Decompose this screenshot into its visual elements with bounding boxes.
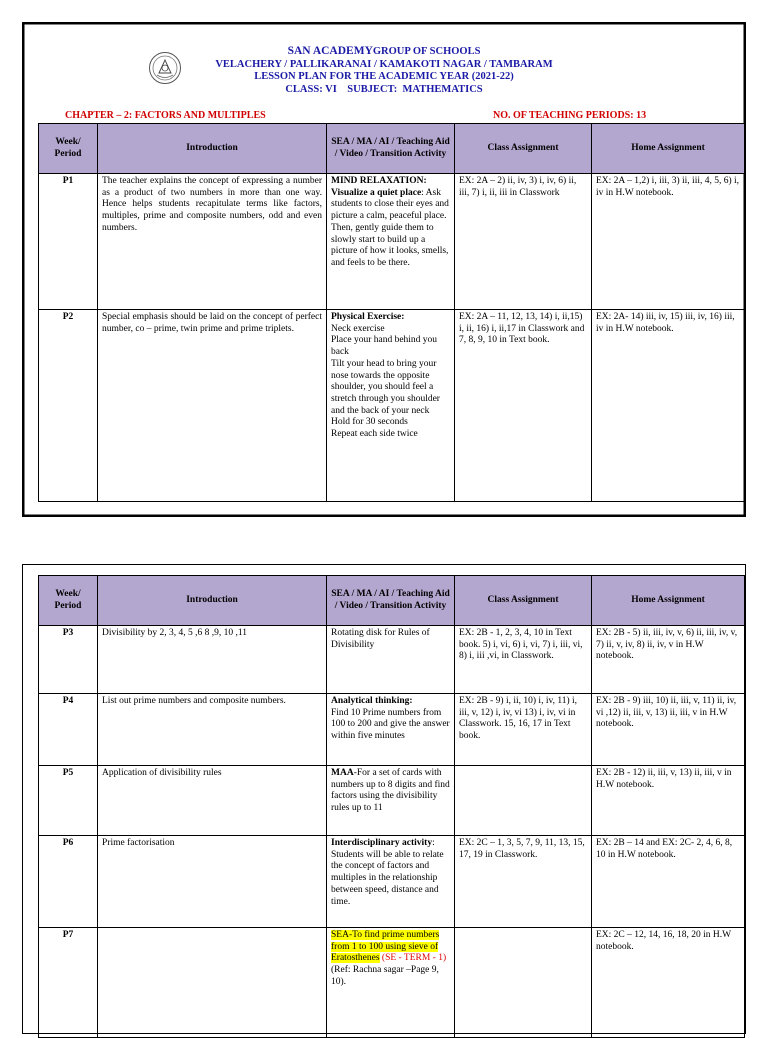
activity-cell [327, 174, 455, 310]
lesson-plan-page-1 [22, 22, 746, 517]
col-header-intro: Introduction [98, 576, 327, 626]
school-branches: VELACHERY / PALLIKARANAI / KAMAKOTI NAGAR / TAMBARAM [215, 58, 553, 70]
col-header-home: Home Assignment [592, 576, 745, 626]
col-header-class: Class Assignment [455, 124, 592, 174]
activity-text: -For a set of cards with numbers up to 8 digits and find factors using the divisibility rules up to 11 [331, 768, 450, 814]
activity-highlight: SEA-To find prime numbers from 1 to 100 using sieve of Eratosthenes [331, 930, 440, 964]
activity-cell [327, 836, 455, 928]
col-header-activity: SEA / MA / AI / Teaching Aid / Video / Transition Activity [327, 124, 455, 174]
period-cell: P3 [39, 626, 98, 694]
activity-cell [327, 694, 455, 766]
teaching-periods: NO. OF TEACHING PERIODS: 13 [493, 110, 647, 121]
col-header-week: Week/ Period [39, 576, 98, 626]
intro-cell: List out prime numbers and composite numbers. [98, 694, 327, 766]
class-assignment-cell: EX: 2A – 11, 12, 13, 14) i, ii,15) i, ii, 16) i, ii,17 in Classwork and 7, 8, 9, 10 in Text book. [455, 310, 592, 502]
activity-cell [327, 928, 455, 1038]
activity-subtitle: Visualize a quiet place [331, 187, 422, 198]
activity-title: Physical Exercise: [331, 312, 405, 322]
home-assignment-cell: EX: 2B - 9) iii, 10) ii, iii, v, 11) ii, iv, vi ,12) ii, iii, v, 13) ii, iii, v in H.W notebook. [592, 694, 745, 766]
col-header-intro: Introduction [98, 124, 327, 174]
period-cell: P7 [39, 928, 98, 1038]
activity-reference: (Ref: Rachna sagar –Page 9, 10). [331, 965, 439, 987]
activity-line: Neck exercise [331, 323, 385, 334]
activity-line: Repeat each side twice [331, 429, 418, 440]
home-assignment-cell: EX: 2B - 5) ii, iii, iv, v, 6) ii, iii, iv, v, 7) ii, v, iv, 8) ii, iv, v in H.W notebook. [592, 626, 745, 694]
intro-cell: Special emphasis should be laid on the concept of perfect number, co – prime, twin prime and prime triplets. [98, 310, 327, 502]
table-row [39, 766, 745, 836]
col-header-class: Class Assignment [455, 576, 592, 626]
col-header-week: Week/ Period [39, 124, 98, 174]
home-assignment-cell: EX: 2C – 12, 14, 16, 18, 20 in H.W notebook. [592, 928, 745, 1038]
activity-title: Analytical thinking: [331, 696, 413, 706]
activity-line: Hold for 30 seconds [331, 417, 408, 428]
activity-line: Tilt your head to bring your nose towards the opposite shoulder, you should feel a stretch through you shoulder and the back of your neck [331, 358, 440, 416]
table-row [39, 836, 745, 928]
class-assignment-cell: EX: 2C – 1, 3, 5, 7, 9, 11, 13, 15, 17, 19 in Classwork. [455, 836, 592, 928]
school-name: SAN ACADEMY [287, 45, 373, 57]
lesson-plan-page-2 [22, 564, 746, 1034]
school-header [23, 23, 745, 96]
period-cell: P5 [39, 766, 98, 836]
activity-cell: Rotating disk for Rules of Divisibility [327, 626, 455, 694]
activity-text: : Ask students to close their eyes and picture a calm, peaceful place. Then, gently guide them to slowly start to build up a picture of how it looks, smells, and feels to be there. [331, 187, 449, 268]
col-header-activity: SEA / MA / AI / Teaching Aid / Video / Transition Activity [327, 576, 455, 626]
chapter-title: CHAPTER – 2: FACTORS AND MULTIPLES [65, 110, 266, 121]
table-row [39, 694, 745, 766]
school-group: GROUP OF SCHOOLS [372, 46, 481, 57]
period-cell: P4 [39, 694, 98, 766]
home-assignment-cell: EX: 2B - 12) ii, iii, v, 13) ii, iii, v in H.W notebook. [592, 766, 745, 836]
activity-cell [327, 766, 455, 836]
col-header-home: Home Assignment [592, 124, 745, 174]
intro-cell: Divisibility by 2, 3, 4, 5 ,6 8 ,9, 10 ,11 [98, 626, 327, 694]
period-cell: P1 [39, 174, 98, 310]
lesson-table-2 [38, 575, 745, 1038]
activity-title: Interdisciplinary activity [331, 838, 433, 848]
activity-text: Find 10 Prime numbers from 100 to 200 and give the answer within five minutes [331, 707, 450, 742]
intro-cell: The teacher explains the concept of expressing a number as a product of two numbers in more than one way. Hence helps students recapitulate terms like factors, multiples, prime and composite numbers, odd and even numbers. [98, 174, 327, 310]
class-assignment-cell [455, 928, 592, 1038]
table-row [39, 626, 745, 694]
lesson-table-1 [38, 123, 745, 502]
activity-text: : Students will be able to relate the concept of factors and multiples in the relationship between speed, distance and time. [331, 838, 444, 907]
table-row [39, 174, 745, 310]
table-row [39, 310, 745, 502]
activity-line: Place your hand behind you back [331, 335, 438, 358]
class-assignment-cell: EX: 2B - 9) i, ii, 10) i, iv, 11) i, iii, v, 12) i, iv, vi 13) i, iv, vi in Classwork. 15, 16, 17 in Text book. [455, 694, 592, 766]
table-row [39, 928, 745, 1038]
activity-term-tag: (SE - TERM - 1) [381, 953, 447, 964]
intro-cell [98, 928, 327, 1038]
intro-cell: Prime factorisation [98, 836, 327, 928]
home-assignment-cell: EX: 2B – 14 and EX: 2C- 2, 4, 6, 8, 10 in H.W notebook. [592, 836, 745, 928]
intro-cell: Application of divisibility rules [98, 766, 327, 836]
class-assignment-cell [455, 766, 592, 836]
class-assignment-cell: EX: 2B - 1, 2, 3, 4, 10 in Text book. 5) i, vi, 6) i, vi, 7) i, iii, vi, 8) i, iii ,vi, in Classwork. [455, 626, 592, 694]
period-cell: P2 [39, 310, 98, 502]
activity-title: MAA [331, 768, 354, 778]
home-assignment-cell: EX: 2A- 14) iii, iv, 15) iii, iv, 16) iii, iv in H.W notebook. [592, 310, 745, 502]
plan-title: LESSON PLAN FOR THE ACADEMIC YEAR (2021-22) [254, 71, 514, 82]
activity-title: MIND RELAXATION: [331, 176, 427, 186]
class-subject: CLASS: VI SUBJECT: MATHEMATICS [285, 83, 483, 95]
period-cell: P6 [39, 836, 98, 928]
home-assignment-cell: EX: 2A – 1,2) i, iii, 3) ii, iii, 4, 5, 6) i, iv in H.W notebook. [592, 174, 745, 310]
class-assignment-cell: EX: 2A – 2) ii, iv, 3) i, iv, 6) ii, iii, 7) i, ii, iii in Classwork [455, 174, 592, 310]
school-emblem-icon [148, 51, 182, 85]
activity-cell [327, 310, 455, 502]
